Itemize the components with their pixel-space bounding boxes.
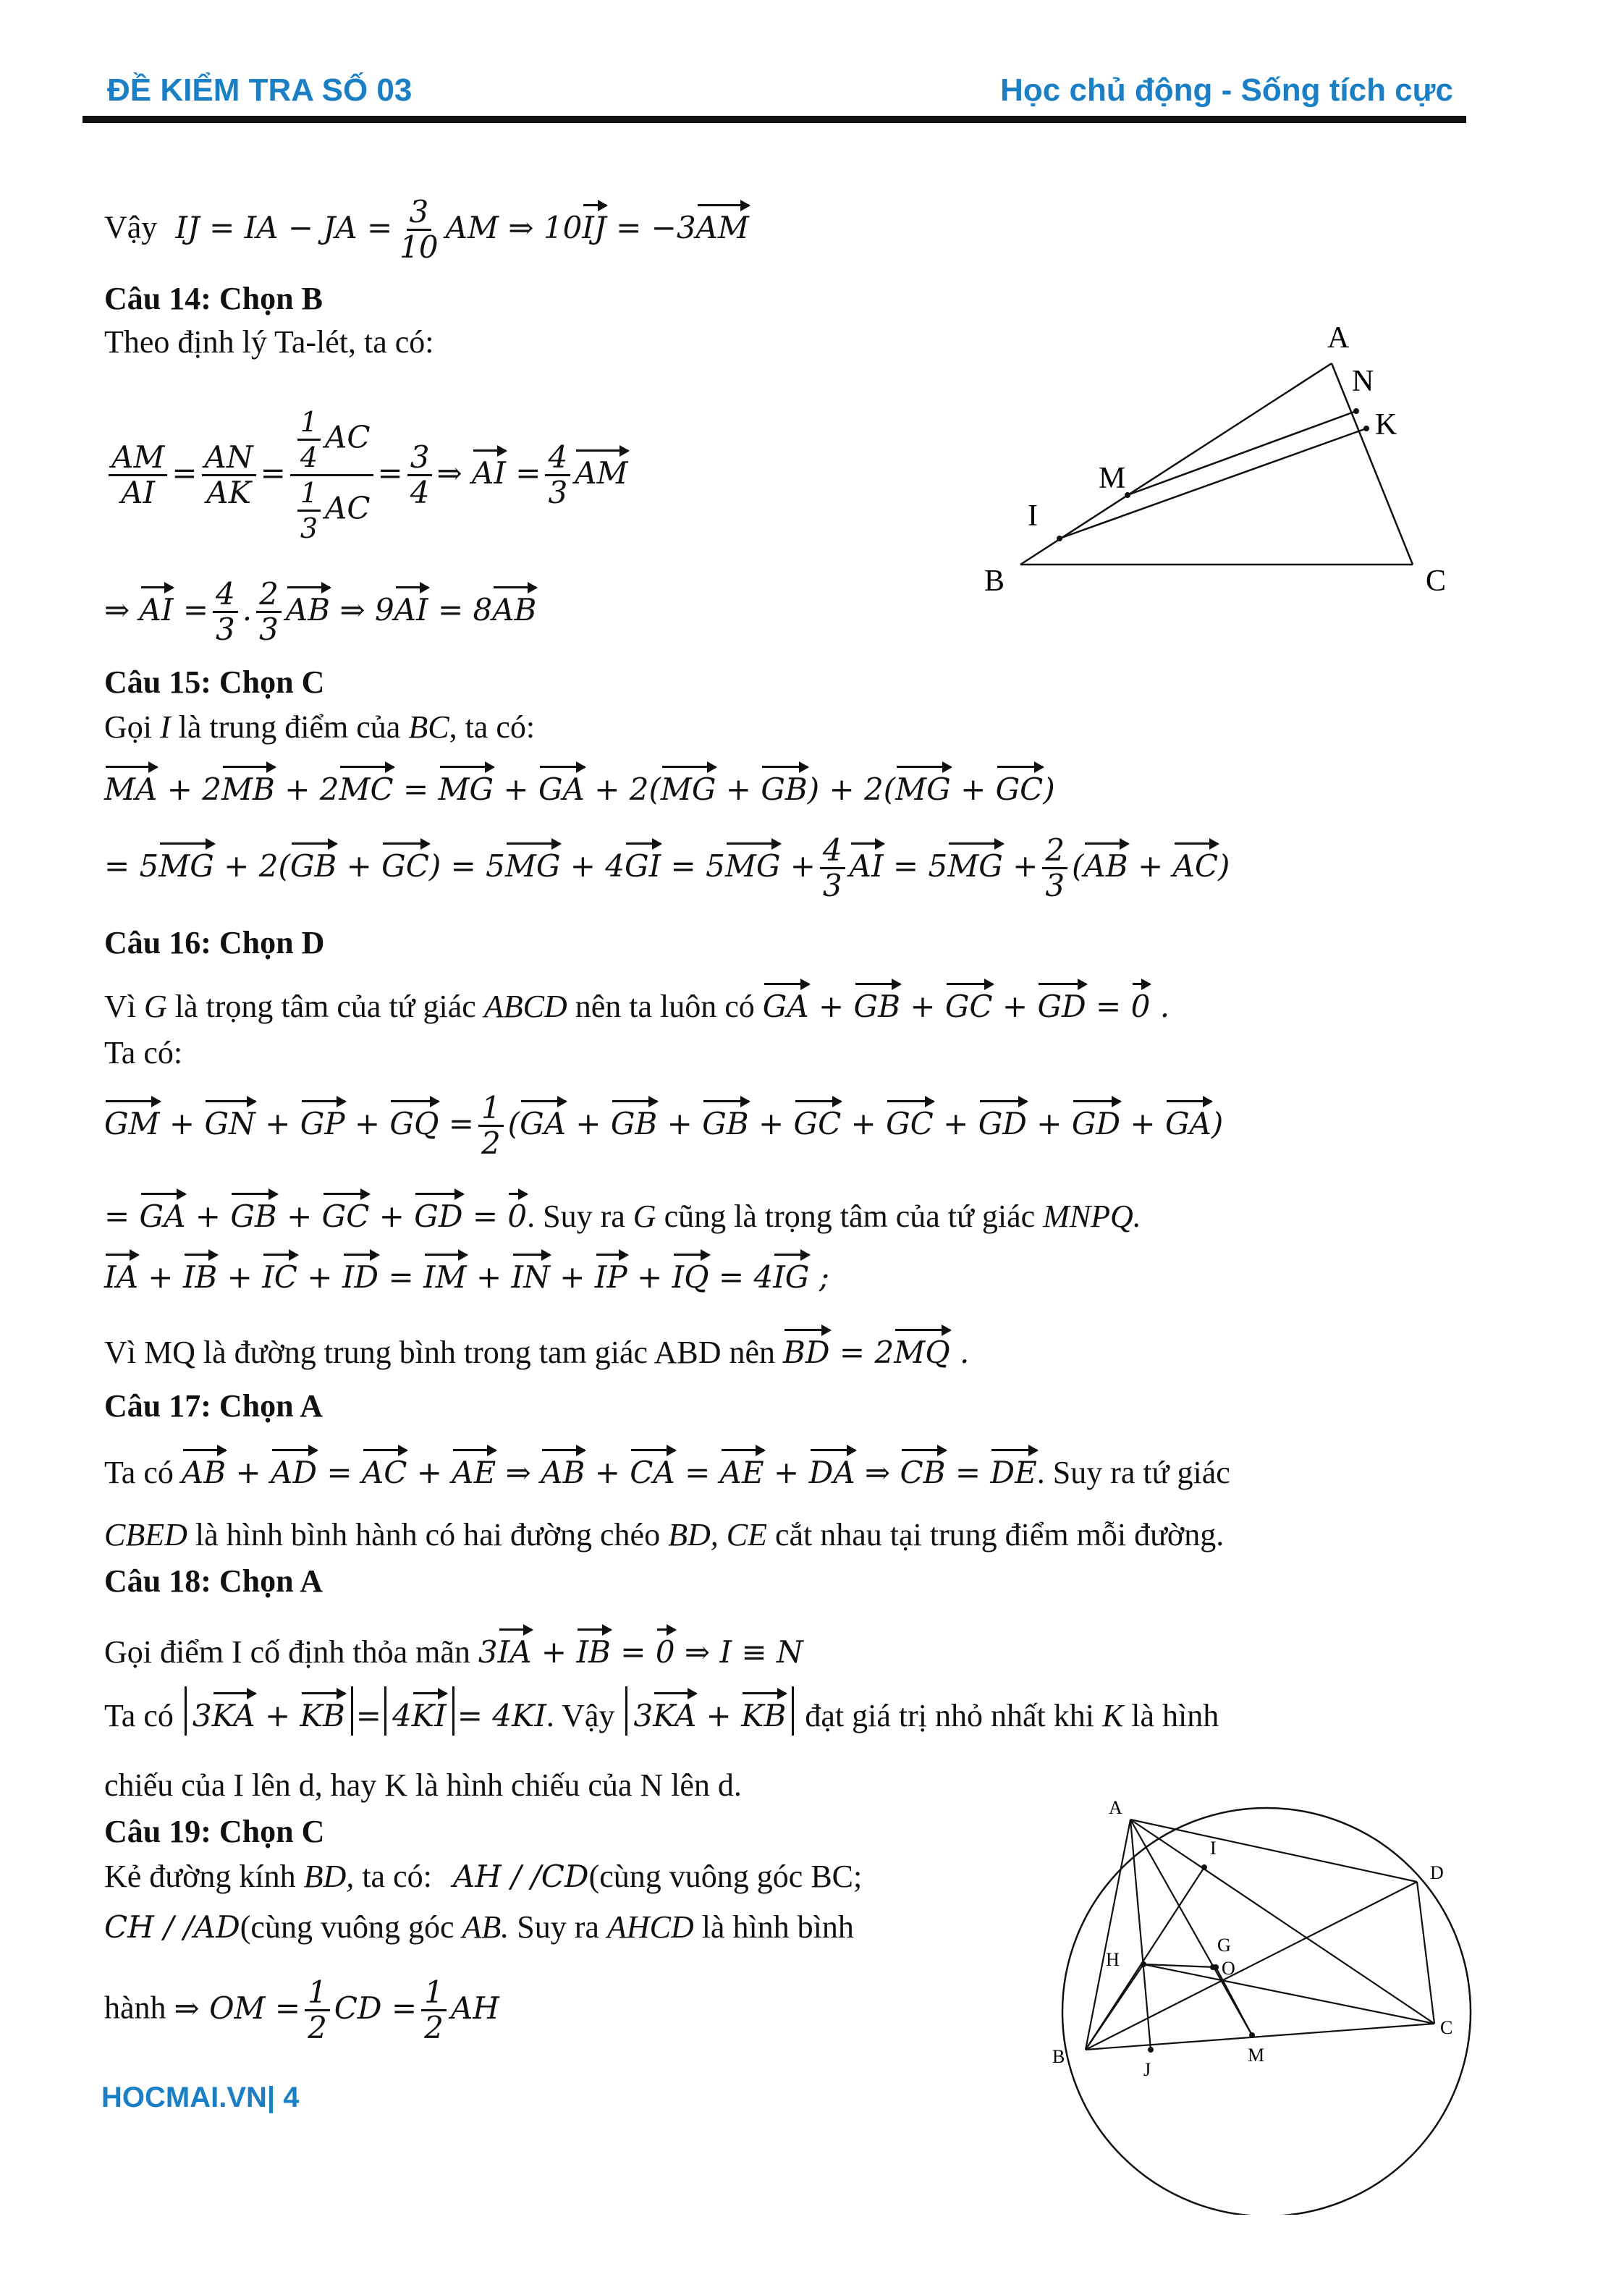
q16-eq1-render: GM + GN + GP + GQ = $\frac{1}{2}$ (GA + GB + GB + GC + GC + GD + GD + GA) — [104, 1090, 1224, 1161]
segment-MN — [1128, 411, 1356, 495]
q19-text-e: Suy ra — [517, 1909, 599, 1945]
q16-line3-eq-render: BD = 2MQ . — [783, 1335, 969, 1370]
q19-eq1: AH / /CD — [452, 1859, 589, 1894]
q16-eq2-MNPQ: MNPQ. — [1043, 1199, 1141, 1234]
q16-equation3 — [104, 1248, 829, 1297]
q17-eq-render: AB + AD = AC + AE ⇒ AB + CA = AE + DA ⇒ CB = DE — [182, 1455, 1037, 1490]
q18-title: Câu 18: Chọn A — [104, 1563, 323, 1599]
label-M: M — [1099, 462, 1126, 495]
q19-text-BD: BD, — [303, 1859, 355, 1894]
q19-line2 — [104, 1908, 854, 1947]
diameter-BD — [1086, 1882, 1417, 2050]
q14-title: Câu 14: Chọn B — [104, 281, 323, 316]
q15-text-I: I — [160, 709, 171, 745]
q17-text-d: cắt nhau tại trung điểm mỗi đường. — [774, 1517, 1225, 1552]
q15-text-c: , ta có: — [449, 709, 536, 745]
q14-equation1 — [104, 405, 628, 545]
label-A: A — [1109, 1797, 1122, 1818]
q17-line2 — [104, 1516, 1224, 1555]
q17-text-c: là hình bình hành có hai đường chéo — [195, 1517, 661, 1552]
q16-eq2-text-b: cũng là trọng tâm của tứ giác — [664, 1199, 1036, 1234]
q16-line2: Ta có: — [104, 1035, 183, 1070]
q14-eq1-render: $\frac{AM}{AI}$ = $\frac{AN}{AK}$ = $\frac{1}{4}$ AC $\frac{1}{3}$ AC = $\frac{3}{4}$ ⇒ AI = $\frac{4}{3}$ AM — [104, 455, 628, 491]
text-vay: Vậy — [104, 209, 158, 245]
label-M: M — [1248, 2045, 1265, 2066]
q19-line1 — [104, 1857, 862, 1896]
q19-text-b: ta có: — [362, 1859, 432, 1894]
q17-text-BDCE: BD, CE — [668, 1517, 767, 1552]
q19-text-g: hành — [104, 1990, 166, 2026]
q16-eq2-render: = GA + GB + GC + GD = 0 — [104, 1199, 527, 1234]
q16-eq-render: GA + GB + GC + GD = 0 . — [763, 989, 1170, 1024]
q19-text-f: là hình bình — [701, 1909, 854, 1945]
q16-line1 — [104, 977, 1170, 1026]
label-B: B — [1052, 2046, 1065, 2067]
q19-eq3-render: ⇒ OM = $\frac{1}{2}$ CD = $\frac{1}{2}$ AH — [174, 1974, 499, 2045]
label-I: I — [1028, 499, 1038, 533]
q16-equation2 — [104, 1187, 1141, 1236]
label-N: N — [1352, 365, 1374, 398]
q15-text-a: Gọi — [104, 709, 152, 745]
q18-text-f: chiếu của I lên d, hay K là hình chiếu của N lên d. — [104, 1767, 742, 1803]
label-I: I — [1210, 1838, 1217, 1859]
q18-text-a: Gọi điểm I cố định thỏa mãn — [104, 1634, 470, 1670]
q17-text-b: . Suy ra tứ giác — [1036, 1455, 1230, 1490]
q17-text-a: Ta có — [104, 1455, 174, 1490]
label-J: J — [1143, 2059, 1151, 2080]
label-A: A — [1327, 321, 1350, 355]
q15-eq2-render: = 5MG + 2(GB + GC) = 5MG + 4GI = 5MG + $\frac{4}{3}$ AI = 5MG + $\frac{2}{3}$ (AB + AC) — [104, 832, 1230, 903]
q16-eq2-text-a: . Suy ra — [527, 1199, 625, 1234]
q15-equation1 — [104, 760, 1055, 809]
edge-DC — [1417, 1882, 1434, 2024]
q18-text-b: Ta có — [104, 1698, 174, 1733]
label-B: B — [984, 565, 1005, 598]
header-title: ĐỀ KIỂM TRA SỐ 03 — [107, 72, 413, 108]
q16-text-a: Vì — [104, 989, 136, 1024]
line-vay — [104, 195, 749, 264]
q18-text-d: đạt giá trị nhỏ nhất khi — [805, 1698, 1094, 1733]
q15-equation2 — [104, 834, 1230, 903]
edge-AD — [1130, 1820, 1417, 1882]
q16-equation1 — [104, 1091, 1223, 1160]
point-N — [1353, 408, 1359, 414]
label-C: C — [1426, 565, 1447, 598]
q16-text-G: G — [144, 989, 167, 1024]
label-K: K — [1375, 408, 1397, 441]
header-slogan: Học chủ động - Sống tích cực — [1000, 72, 1453, 108]
q16-text-c: nên ta luôn có — [575, 989, 755, 1024]
segment-AJ — [1130, 1820, 1151, 2050]
q18-text-e: là hình — [1131, 1698, 1219, 1733]
equation-ij-render: IJ = IA − JA = $\frac{3}{10}$ AM ⇒ 10IJ = −3AM — [175, 194, 749, 265]
label-O: O — [1222, 1958, 1235, 1979]
point-O — [1213, 1964, 1219, 1970]
q19-text-AB: AB. — [462, 1909, 509, 1945]
header-rule — [83, 116, 1466, 123]
q18-eq2-render: 3KA + KB = 4KI = 4KI — [182, 1698, 546, 1733]
q17-text-CBED: CBED — [104, 1517, 187, 1552]
q17-title: Câu 17: Chọn A — [104, 1388, 323, 1424]
q19-title: Câu 19: Chọn C — [104, 1814, 325, 1849]
q19-text-d: (cùng vuông góc — [240, 1909, 454, 1945]
q15-text-BC: BC — [408, 709, 449, 745]
circumcircle — [1062, 1808, 1471, 2215]
q18-text-K: K — [1101, 1698, 1124, 1733]
label-D: D — [1430, 1862, 1444, 1883]
q19-text-a: Kẻ đường kính — [104, 1859, 296, 1894]
circle-figure — [1028, 1780, 1491, 2215]
q19-text-c: (cùng vuông góc BC; — [588, 1859, 863, 1894]
footer-brand: HOCMAI.VN| 4 — [101, 2082, 300, 2113]
q15-line1 — [104, 708, 535, 747]
label-C: C — [1440, 2017, 1453, 2038]
q19-eq2: CH / /AD — [104, 1909, 240, 1945]
q16-line3-text: Vì MQ là đường trung bình trong tam giác ABD nên — [104, 1335, 776, 1370]
label-G: G — [1217, 1935, 1231, 1956]
q14-line1: Theo định lý Ta-lét, ta có: — [104, 324, 434, 360]
q16-text-b: là trọng tâm của tứ giác — [174, 989, 476, 1024]
q18-eq3-render: 3KA + KB — [622, 1698, 797, 1733]
q15-text-b: là trung điểm của — [178, 709, 401, 745]
edge-AB — [1020, 363, 1332, 565]
q16-eq3-render: IA + IB + IC + ID = IM + IN + IP + IQ = 4IG ; — [104, 1259, 829, 1295]
q18-text-c: . Vậy — [546, 1698, 615, 1733]
point-H — [1141, 1961, 1146, 1967]
q18-line2 — [104, 1686, 1219, 1736]
triangle-figure — [970, 318, 1476, 608]
q16-line3 — [104, 1323, 969, 1372]
q19-text-AHCD: AHCD — [606, 1909, 694, 1945]
point-I — [1201, 1864, 1207, 1870]
q17-line1 — [104, 1443, 1230, 1492]
q16-title: Câu 16: Chọn D — [104, 925, 325, 960]
q14-equation2 — [104, 578, 536, 646]
q19-line3 — [104, 1976, 499, 2045]
q16-eq2-G: G — [633, 1199, 656, 1234]
point-K — [1363, 426, 1369, 431]
q16-text-ABCD: ABCD — [483, 989, 567, 1024]
q18-eq-render: 3IA + IB = 0 ⇒ I ≡ N — [478, 1634, 803, 1670]
q15-title: Câu 15: Chọn C — [104, 664, 325, 700]
point-J — [1148, 2047, 1154, 2053]
point-I — [1057, 536, 1062, 541]
q14-eq2-render: ⇒ AI = $\frac{4}{3}$ . $\frac{2}{3}$ AB ⇒ 9AI = 8AB — [104, 576, 537, 647]
q18-line1 — [104, 1623, 803, 1672]
q15-eq1-render: MA + 2MB + 2MC = MG + GA + 2(MG + GB) + 2(MG + GC) — [104, 772, 1055, 807]
label-H: H — [1106, 1949, 1120, 1970]
q18-line3 — [104, 1766, 742, 1805]
point-M — [1249, 2032, 1255, 2038]
segment-AM — [1130, 1820, 1252, 2035]
